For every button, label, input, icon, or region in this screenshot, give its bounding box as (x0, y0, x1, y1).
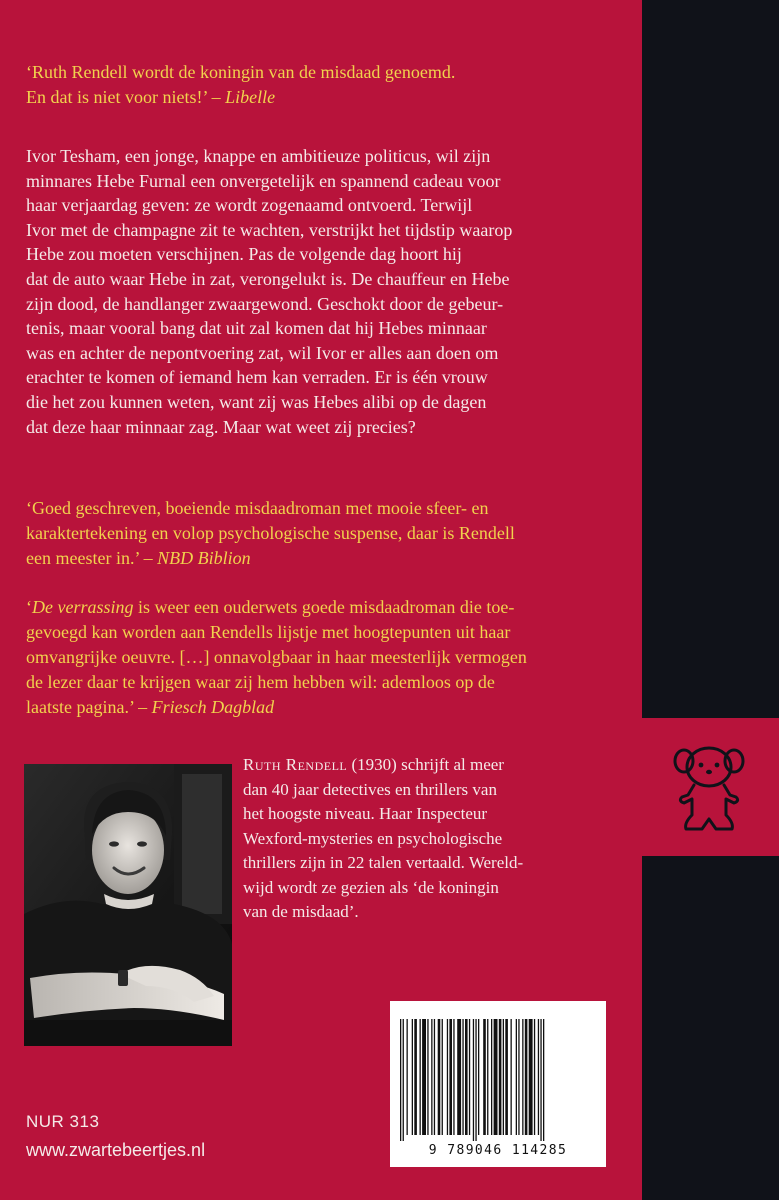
press-quote-nbd-biblion (26, 496, 634, 571)
barcode-bar (407, 1019, 408, 1135)
barcode-bar (494, 1019, 498, 1135)
barcode-bar (534, 1019, 535, 1135)
quote-text: En dat is niet voor niets!’ – (26, 87, 226, 107)
quote-line: karaktertekening en volop psychologische suspense, daar is Rendell (26, 523, 515, 543)
synopsis-line: minnares Hebe Furnal een onvergetelijk en spannend cadeau voor (26, 170, 501, 191)
barcode-bar (543, 1019, 544, 1141)
barcode-bar (447, 1019, 448, 1135)
bio-line: wijd wordt ze gezien als ‘de koningin (243, 877, 499, 897)
synopsis-line: Ivor Tesham, een jonge, knappe en ambitieuze politicus, wil zijn (26, 146, 491, 166)
barcode-bar (400, 1019, 401, 1141)
barcode-bar (422, 1019, 426, 1135)
isbn-barcode (390, 1001, 606, 1167)
publisher-website: www.zwartebeertjes.nl (26, 1140, 206, 1160)
barcode-bar (503, 1019, 504, 1135)
barcode-bar (499, 1019, 502, 1135)
bio-line (243, 753, 633, 778)
barcode-bar (457, 1019, 461, 1135)
press-quote-libelle (26, 60, 626, 110)
synopsis-line: dat de auto waar Hebe in zat, verongelukt is. De chauffeur en Hebe (26, 268, 510, 289)
synopsis-line: erachter te komen of iemand hem kan verraden. Er is één vrouw (26, 367, 488, 388)
author-photo (24, 764, 232, 1046)
synopsis (26, 144, 634, 439)
quote-source: NBD Biblion (157, 548, 251, 568)
bio-text: (1930) schrijft al meer (347, 755, 504, 774)
author-photo-image (24, 764, 232, 1046)
synopsis-line: Ivor met de champagne zit te wachten, verstrijkt het tijdstip waarop (26, 219, 513, 240)
barcode-bar (540, 1019, 541, 1141)
nur-code: NUR 313 (26, 1112, 100, 1131)
quote-source: Friesch Dagblad (151, 697, 275, 717)
barcode-bar (412, 1019, 413, 1135)
isbn-digits: 9 789046 114285 (428, 1143, 568, 1158)
bio-line: het hoogste niveau. Haar Inspecteur (243, 804, 488, 823)
synopsis-line: die het zou kunnen weten, want zij was Hebes alibi op de dagen (26, 391, 487, 412)
barcode-bar (511, 1019, 512, 1135)
barcode-bar (525, 1019, 528, 1135)
synopsis-line: tenis, maar vooral bang dat uit zal komen dat hij Hebes minnaar (26, 318, 487, 339)
barcode-bar (449, 1019, 452, 1135)
quote-line (26, 546, 634, 571)
quote-source: Libelle (225, 87, 276, 107)
barcode-bar (465, 1019, 468, 1135)
quote-line: omvangrijke oeuvre. […] onnavolgbaar in haar meesterlijk vermogen (26, 647, 527, 667)
bio-line: van de misdaad’. (243, 902, 359, 921)
barcode-bar (516, 1019, 517, 1135)
barcode-bar (442, 1019, 443, 1135)
barcode-bar (403, 1019, 404, 1141)
quote-line: gevoegd kan worden aan Rendells lijstje met hoogtepunten uit haar (26, 622, 511, 642)
barcode-bar (434, 1019, 435, 1135)
quote-line (26, 595, 634, 620)
synopsis-line: haar verjaardag geven: ze wordt zogenaamd ontvoerd. Terwijl (26, 195, 473, 216)
barcode-bar (538, 1019, 539, 1135)
quote-line: ‘Goed geschreven, boeiende misdaadroman met mooie sfeer- en (26, 498, 489, 518)
author-name: Ruth Rendell (243, 755, 348, 774)
spine-bottom (642, 856, 779, 1200)
synopsis-line: dat deze haar minnaar zag. Maar wat weet zij precies? (26, 416, 416, 437)
quote-line (26, 85, 626, 110)
barcode-bar (505, 1019, 508, 1135)
barcode-bar (438, 1019, 441, 1135)
bio-line: Wexford-mysteries en psychologische (243, 828, 503, 848)
synopsis-line: was en achter de nepontvoering zat, wil Ivor er alles aan doen om (26, 342, 499, 363)
book-title: De verrassing (32, 597, 134, 617)
quote-text: laatste pagina.’ – (26, 697, 152, 717)
synopsis-line: Hebe zou moeten verschijnen. Pas de volgende dag hoort hij (26, 244, 462, 265)
barcode-bar (414, 1019, 417, 1135)
barcode-bar (427, 1019, 428, 1135)
barcode-bar (469, 1019, 470, 1135)
barcode-bar (478, 1019, 479, 1135)
barcode-bar (522, 1019, 523, 1135)
barcode-bar (453, 1019, 454, 1135)
author-bio (243, 753, 633, 925)
quote-line: de lezer daar te krijgen waar zij hem hebben wil: ademloos op de (26, 672, 495, 692)
barcode-bar (420, 1019, 421, 1135)
press-quote-friesch-dagblad (26, 595, 634, 720)
barcode-bar (483, 1019, 486, 1135)
barcode-bar (431, 1019, 432, 1135)
barcode-bar (475, 1019, 476, 1141)
quote-text: is weer een ouderwets goede misdaadroman die toe- (133, 597, 515, 617)
barcode-bar (462, 1019, 463, 1135)
quote-line: ‘Ruth Rendell wordt de koningin van de misdaad genoemd. (26, 62, 456, 82)
barcode-bars (400, 1019, 596, 1141)
quote-text: een meester in.’ – (26, 548, 158, 568)
barcode-bar (487, 1019, 488, 1135)
barcode-bar (491, 1019, 492, 1135)
spine-top (642, 0, 779, 718)
quote-line (26, 695, 634, 720)
bio-line: thrillers zijn in 22 talen vertaald. Wereld- (243, 853, 524, 872)
barcode-bar (518, 1019, 519, 1135)
barcode-bar (473, 1019, 474, 1141)
synopsis-line: zijn dood, de handlanger zwaargewond. Geschokt door de gebeur- (26, 293, 504, 314)
bear-icon (672, 743, 746, 835)
bio-line: dan 40 jaar detectives en thrillers van (243, 779, 497, 799)
quote-open-mark: ‘ (26, 597, 32, 617)
barcode-bar (529, 1019, 533, 1135)
